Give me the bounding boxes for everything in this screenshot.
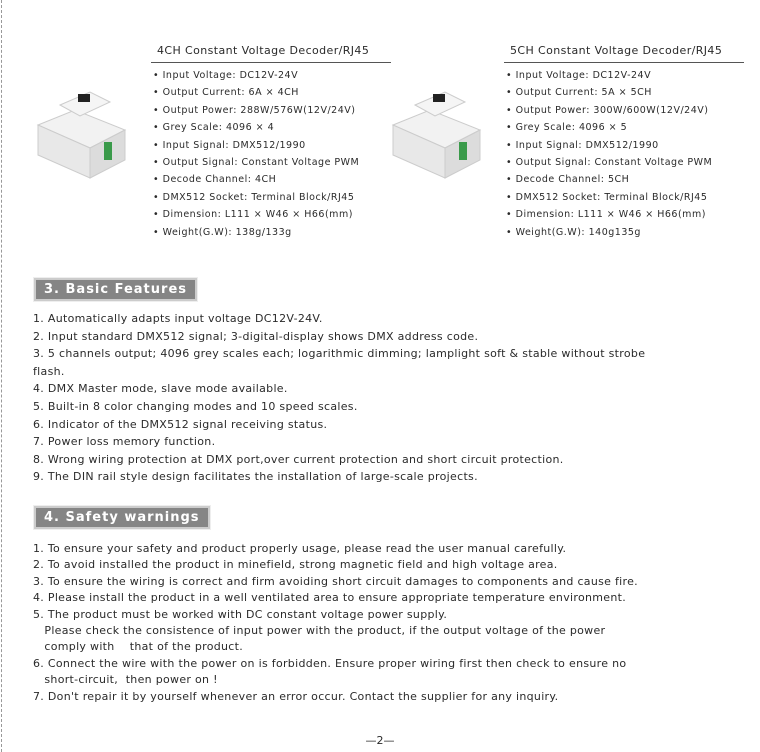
spec-item: • Weight(G.W): 138g/133g <box>153 224 391 241</box>
list-item: 3. To ensure the wiring is correct and firm avoiding short circuit damages to components and cause fire. <box>33 574 638 588</box>
spec-item: • Decode Channel: 4CH <box>153 171 391 188</box>
dashed-margin <box>1 0 2 752</box>
spec-item: • Decode Channel: 5CH <box>506 171 744 188</box>
spec-item: • Output Current: 5A × 5CH <box>506 84 744 101</box>
spec-item: • Input Signal: DMX512/1990 <box>506 137 744 154</box>
spec-item: • Output Power: 300W/600W(12V/24V) <box>506 102 744 119</box>
section-heading-safety: 4. Safety warnings <box>34 506 210 529</box>
spec-item: • Input Voltage: DC12V-24V <box>153 67 391 84</box>
spec-list <box>504 67 744 241</box>
page-number: —2— <box>365 734 395 747</box>
spec-list <box>151 67 391 241</box>
list-item: 4. DMX Master mode, slave mode available. <box>33 382 288 396</box>
list-item: 8. Wrong wiring protection at DMX port,over current protection and short circuit protection. <box>33 452 564 466</box>
spec-item: • DMX512 Socket: Terminal Block/RJ45 <box>153 189 391 206</box>
spec-item: • Weight(G.W): 140g135g <box>506 224 744 241</box>
list-item: 1. To ensure your safety and product properly usage, please read the user manual carefully. <box>33 542 567 555</box>
product-title: 4CH Constant Voltage Decoder/RJ45 <box>151 44 391 63</box>
product-5ch <box>504 44 744 241</box>
spec-item: • Input Signal: DMX512/1990 <box>153 137 391 154</box>
spec-item: • Dimension: L111 × W46 × H66(mm) <box>506 206 744 223</box>
decoder-4ch-image <box>30 80 130 180</box>
safety-list <box>33 541 748 705</box>
list-item: 9. The DIN rail style design facilitates the installation of large-scale projects. <box>33 470 478 484</box>
spec-item: • Dimension: L111 × W46 × H66(mm) <box>153 206 391 223</box>
list-item: 6. Connect the wire with the power on is forbidden. Ensure proper wiring first then check to ensure no <box>33 656 627 670</box>
list-item: flash. <box>33 364 65 378</box>
list-item: 7. Power loss memory function. <box>33 435 216 449</box>
list-item: 3. 5 channels output; 4096 grey scales each; logarithmic dimming; lamplight soft & stable without strobe <box>33 347 646 361</box>
spec-item: • Output Current: 6A × 4CH <box>153 84 391 101</box>
spec-item: • Output Signal: Constant Voltage PWM <box>153 154 391 171</box>
decoder-5ch-image <box>385 80 485 180</box>
spec-item: • Grey Scale: 4096 × 4 <box>153 119 391 136</box>
list-item: 5. Built-in 8 color changing modes and 10 speed scales. <box>33 399 358 413</box>
list-item: 4. Please install the product in a well ventilated area to ensure appropriate temperature environment. <box>33 591 627 605</box>
list-item: 2. To avoid installed the product in minefield, strong magnetic field and high voltage area. <box>33 558 558 572</box>
spec-item: • Input Voltage: DC12V-24V <box>506 67 744 84</box>
list-item: 2. Input standard DMX512 signal; 3-digital-display shows DMX address code. <box>33 329 479 343</box>
list-item: 1. Automatically adapts input voltage DC12V-24V. <box>33 312 323 325</box>
section-heading-features: 3. Basic Features <box>34 278 197 301</box>
list-item: 6. Indicator of the DMX512 signal receiving status. <box>33 417 328 431</box>
list-item: 5. The product must be worked with DC constant voltage power supply. <box>33 607 448 621</box>
spec-item: • DMX512 Socket: Terminal Block/RJ45 <box>506 189 744 206</box>
product-title: 5CH Constant Voltage Decoder/RJ45 <box>504 44 744 63</box>
spec-item: • Output Power: 288W/576W(12V/24V) <box>153 102 391 119</box>
spec-item: • Output Signal: Constant Voltage PWM <box>506 154 744 171</box>
list-item: 7. Don't repair it by yourself whenever an error occur. Contact the supplier for any inquiry. <box>33 689 559 703</box>
list-item: short-circuit, then power on ! <box>33 673 218 687</box>
product-4ch <box>151 44 391 241</box>
features-list <box>33 310 748 486</box>
spec-item: • Grey Scale: 4096 × 5 <box>506 119 744 136</box>
list-item: comply with that of the product. <box>33 640 244 654</box>
list-item: Please check the consistence of input power with the product, if the output voltage of the power <box>33 624 606 638</box>
